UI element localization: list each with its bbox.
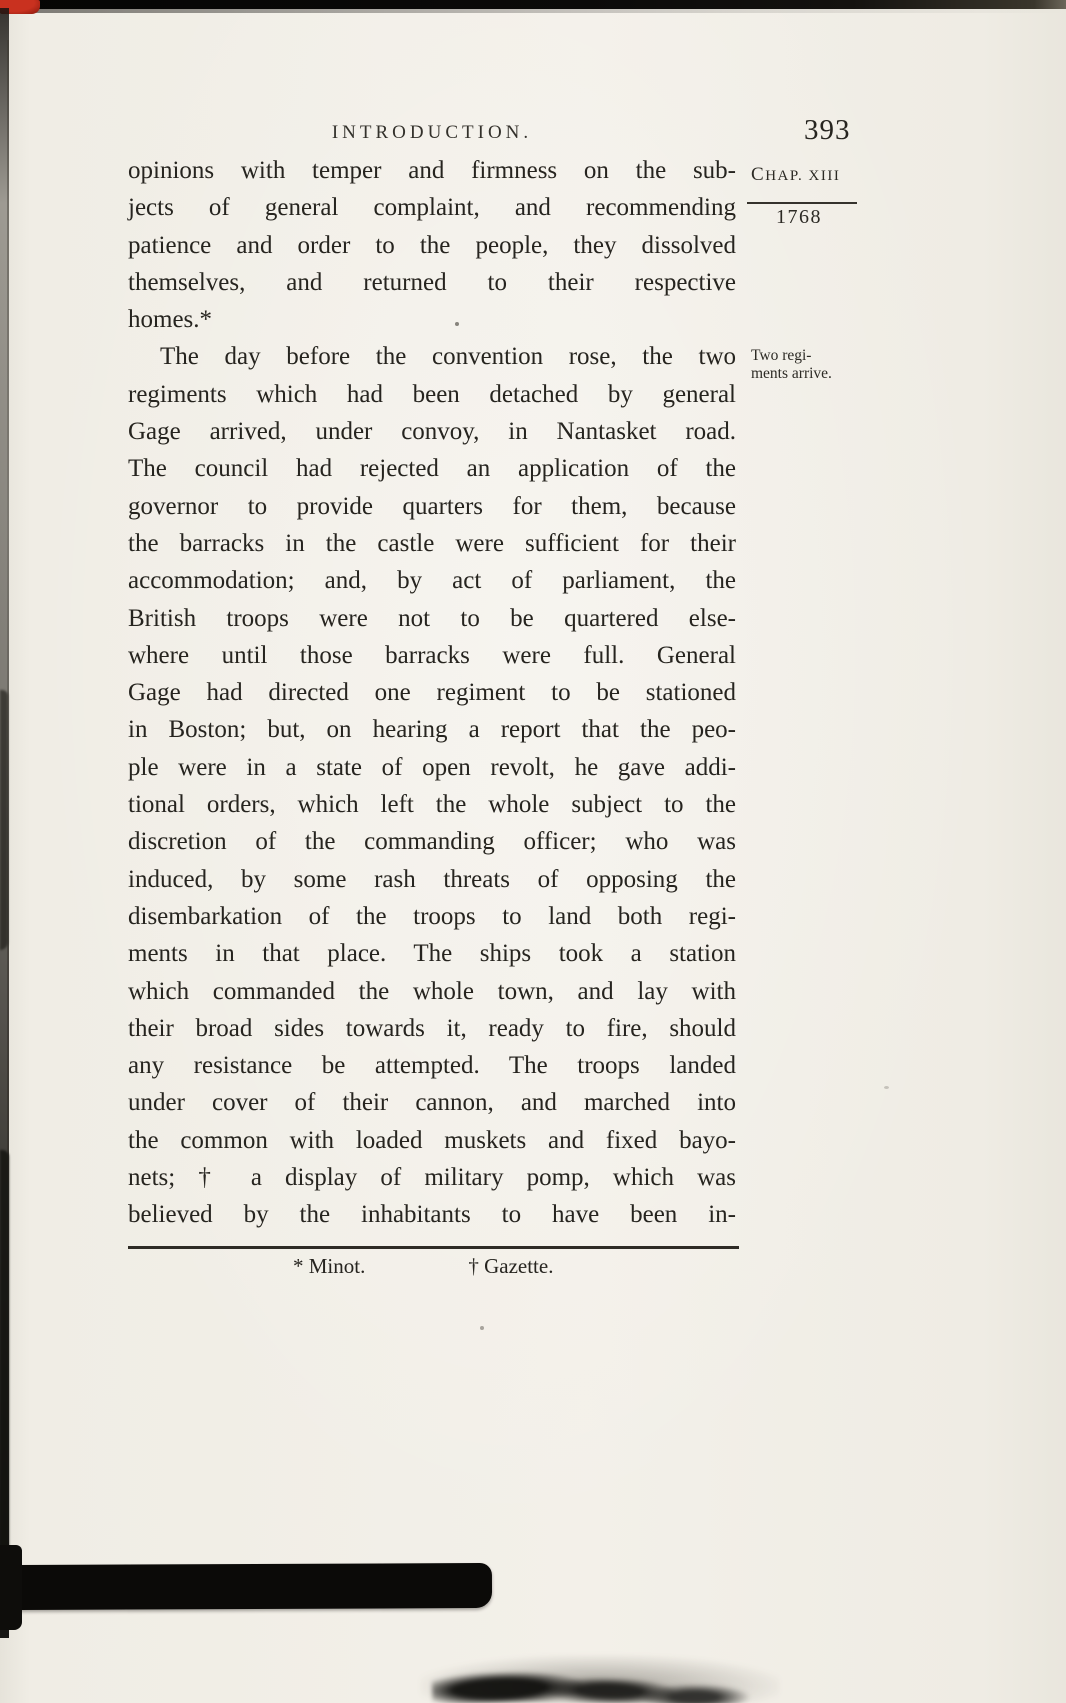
text-line: accommodation; and, by act of parliament, the: [128, 567, 736, 595]
chapter-label: CHAP. XIII: [751, 164, 841, 185]
sidenote: [751, 347, 871, 382]
chapter-rule: [747, 202, 857, 204]
scan-speck: [480, 1326, 484, 1330]
text-line: which commanded the whole town, and lay with: [128, 977, 736, 1005]
scan-ink-smudge: [640, 1684, 750, 1703]
text-line: Gage arrived, under convoy, in Nantasket road.: [128, 418, 736, 446]
text-line: jects of general complaint, and recommending: [128, 194, 736, 222]
footnote-item: † Gazette.: [468, 1254, 554, 1278]
text-line: disembarkation of the troops to land both regi-: [128, 902, 736, 930]
text-line: opinions with temper and firmness on the sub-: [128, 157, 736, 184]
footnote-item: * Minot.: [293, 1254, 366, 1278]
text-line: in Boston; but, on hearing a report that the peo-: [128, 716, 736, 744]
text-line: any resistance be attempted. The troops landed: [128, 1052, 736, 1080]
page-number: 393: [804, 114, 851, 146]
year-label: 1768: [776, 206, 822, 228]
text-line: discretion of the commanding officer; who was: [128, 828, 736, 856]
paragraph: [128, 152, 736, 338]
scan-top-edge: [0, 0, 1066, 9]
sidenote-line: Two regi-: [751, 347, 812, 364]
paragraph: [128, 338, 736, 1233]
scan-black-bar: [18, 1563, 492, 1610]
text-line: under cover of their cannon, and marched into: [128, 1089, 736, 1117]
text-line: nets; † a display of military pomp, which was: [128, 1164, 736, 1192]
text-line: ments in that place. The ships took a station: [128, 940, 736, 968]
text-line: patience and order to the people, they dissolved: [128, 231, 736, 259]
page-header: [128, 114, 868, 154]
text-line: The council had rejected an application of the: [128, 455, 736, 483]
text-line: the common with loaded muskets and fixed bayo-: [128, 1126, 736, 1154]
text-line: ple were in a state of open revolt, he gave addi-: [128, 753, 736, 781]
scan-speck: [884, 1086, 889, 1089]
text-line: their broad sides towards it, ready to fire, should: [128, 1014, 736, 1042]
text-line: the barracks in the castle were sufficient for their: [128, 529, 736, 557]
scan-left-edge-blot: [0, 690, 8, 950]
running-title: INTRODUCTION.: [331, 122, 533, 143]
text-line: tional orders, which left the whole subject to the: [128, 791, 736, 819]
text-line: induced, by some rash threats of opposing the: [128, 865, 736, 893]
text-line: Gage had directed one regiment to be stationed: [128, 679, 736, 707]
text-line: believed by the inhabitants to have been in-: [128, 1201, 736, 1229]
text-line: The day before the convention rose, the two: [160, 343, 736, 371]
footnotes: [128, 1254, 739, 1279]
scan-left-edge-blot: [0, 1150, 9, 1570]
scan-black-bar-edge: [0, 1545, 22, 1630]
sidenote-line: ments arrive.: [751, 364, 832, 382]
text-line: governor to provide quarters for them, because: [128, 492, 736, 520]
body-text: [128, 152, 736, 1234]
text-line: homes.*: [128, 306, 213, 334]
scan-top-edge-fuzz: [0, 9, 1066, 13]
text-line: regiments which had been detached by general: [128, 380, 736, 408]
text-line: British troops were not to be quartered else-: [128, 604, 736, 632]
text-line: where until those barracks were full. General: [128, 641, 736, 669]
text-line: themselves, and returned to their respective: [128, 268, 736, 296]
footnote-rule: [128, 1246, 739, 1249]
